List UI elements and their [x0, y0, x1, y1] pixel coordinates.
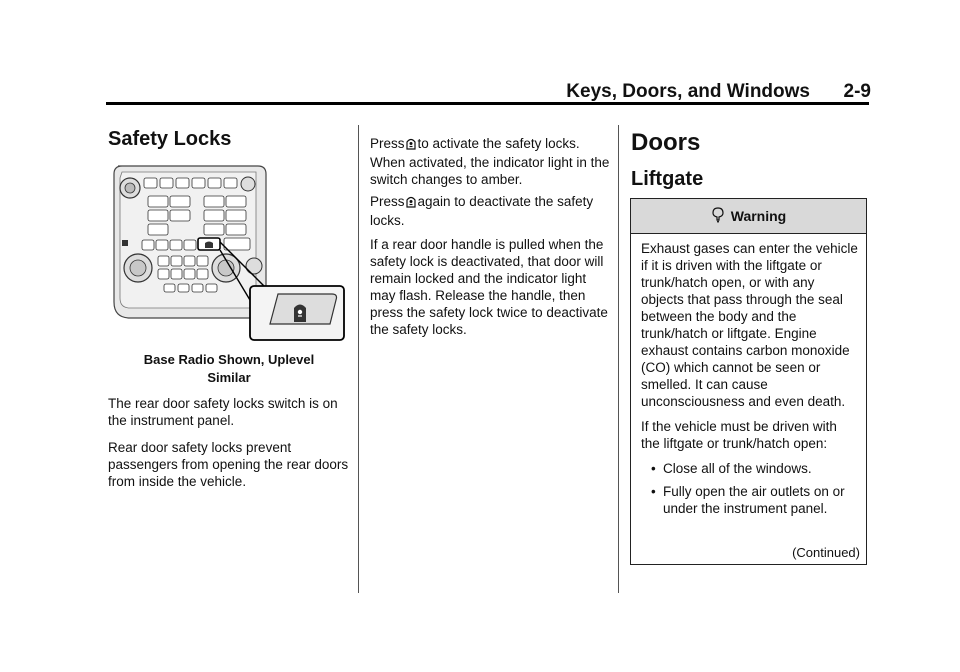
- doors-heading: Doors: [631, 129, 701, 156]
- list-item: [641, 483, 858, 517]
- warning-body: [631, 234, 866, 517]
- paragraph-handle: If a rear door handle is pulled when the safety lock is deactivated, that door will remain locked and the indicator light may flash. Release the handle, then press the safety lock twice to deactivate the safety locks.: [370, 237, 608, 337]
- warning-list: [641, 460, 858, 517]
- bullet-icon: •: [651, 484, 656, 499]
- list-item-text: Fully open the air outlets on or under the instrument panel.: [663, 484, 845, 516]
- column-divider-left: [358, 125, 359, 593]
- list-item: [641, 460, 858, 477]
- warning-box: [630, 198, 867, 565]
- page-number: 2-9: [843, 81, 871, 102]
- caption-line-1: Base Radio Shown, Uplevel: [143, 352, 315, 367]
- warning-title: Warning: [730, 208, 787, 224]
- list-item-text: Close all of the windows.: [663, 461, 812, 476]
- bullet-icon: •: [651, 461, 656, 476]
- warning-paragraph: Exhaust gases can enter the vehicle if it is driven with the liftgate or trunk/hatch open, or with any objects that pass through the seal between the body and the trunk/hatch or liftgate. Engine exhaust contains carbon monoxide (CO) which cannot be seen or smelled. It can cause unconsciousness and even death.: [641, 241, 858, 409]
- warning-icon: [711, 207, 725, 226]
- caption-line-2: Similar: [207, 370, 251, 385]
- safety-locks-heading: Safety Locks: [108, 128, 232, 150]
- paragraph: The rear door safety locks switch is on the instrument panel.: [108, 396, 338, 428]
- header-rule: [106, 102, 869, 105]
- press-text: Press: [370, 194, 405, 209]
- column-divider-right: [618, 125, 619, 593]
- warning-header: [631, 199, 866, 234]
- child-lock-icon: [406, 137, 416, 154]
- warning-paragraph: If the vehicle must be driven with the liftgate or trunk/hatch open:: [641, 419, 837, 451]
- continued-label: (Continued): [792, 545, 860, 560]
- paragraph-deactivate: [370, 193, 610, 229]
- liftgate-heading: Liftgate: [631, 168, 704, 190]
- child-lock-icon: [406, 195, 416, 212]
- paragraph-activate: [370, 135, 610, 188]
- radio-panel-figure: [108, 162, 348, 349]
- figure-caption: [108, 351, 350, 387]
- paragraph: Rear door safety locks prevent passengers from opening the rear doors from inside the vehicle.: [108, 440, 349, 489]
- press-text: Press: [370, 136, 405, 151]
- activate-text: to activate the safety locks. When activated, the indicator light in the switch changes to amber.: [370, 136, 610, 187]
- section-title: Keys, Doors, and Windows: [566, 81, 810, 102]
- deactivate-text: again to deactivate the safety locks.: [370, 194, 594, 228]
